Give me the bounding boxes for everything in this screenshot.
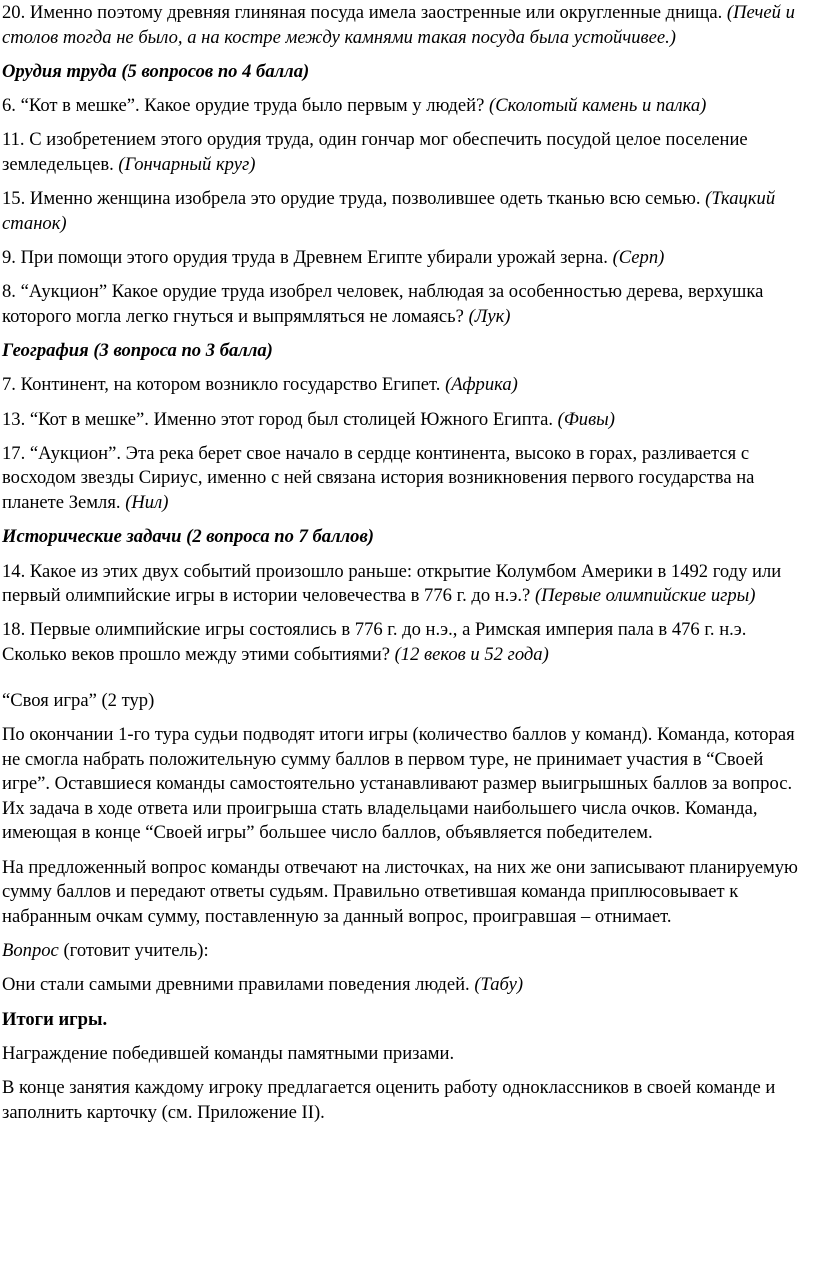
question-answer: (Ткацкий станок) [2,188,776,234]
question-9 [2,246,814,271]
question-text: 8. “Аукцион” Какое орудие труда изобрел человек, наблюдая за особенностью дерева, верхушка которого могла легко гнуться и выпрямляться не ломаясь? [2,281,764,327]
question-text: 18. Первые олимпийские игры состоялись в 776 г. до н.э., а Римская империя пала в 476 г. н.э. Сколько веков прошло между этими событиями? [2,619,747,665]
question-text: 20. Именно поэтому древняя глиняная посуда имела заостренные или округленные днища. [2,2,727,23]
question-13 [2,408,814,433]
results-heading: Итоги игры. [2,1008,108,1030]
question-answer: (Африка) [445,374,518,396]
question-label-line [2,939,814,964]
question-text: 14. Какое из этих двух событий произошло раньше: открытие Колумбом Америки в 1492 году или первый олимпийские игры в истории человечества в 776 г. до н.э.? [2,560,782,607]
section-heading-geography: География (3 вопроса по 3 балла) [2,340,273,362]
question-7 [2,373,814,398]
question-answer: (Серп) [612,246,665,268]
question-11 [2,128,814,177]
question-17 [2,442,814,516]
question-text: 13. “Кот в мешке”. Именно этот город был столицей Южного Египта. [2,408,558,430]
question-answer: (Сколотый камень и палка) [489,95,707,117]
question-14 [2,560,814,609]
question-answer: (Нил) [125,491,169,513]
question-15 [2,187,814,236]
question-label: Вопрос [2,940,59,962]
award-paragraph: Награждение победившей команды памятными призами. [2,1042,455,1064]
question-answer: (12 веков и 52 года) [394,643,549,665]
question-text: 17. “Аукцион”. Эта река берет свое начало в сердце континента, высоко в горах, разливается с восходом звезды Сириус, именно с ней связана история возникновения первого государства на планете Земля. [2,442,755,513]
section-heading-history: Исторические задачи (2 вопроса по 7 баллов) [2,526,374,548]
question-text: 7. Континент, на котором возникло государство Египет. [2,374,446,396]
question-label-rest: (готовит учитель): [58,940,209,962]
question-text: Они стали самыми древними правилами поведения людей. [2,974,475,996]
round2-procedure-paragraph: На предложенный вопрос команды отвечают на листочках, на них же они записывают планируемую сумму баллов и передают ответы судьям. Правильно ответившая команда приплюсовывает к набранным очкам сумму, поставленную за данный вопрос, проигравшая – отнимает. [2,856,798,927]
question-text: 6. “Кот в мешке”. Какое орудие труда было первым у людей? [2,95,489,117]
question-6 [2,94,814,119]
question-18 [2,618,814,667]
final-question [2,973,814,998]
question-answer: (Табу) [474,974,524,996]
round2-rules-paragraph: По окончании 1-го тура судьи подводят итоги игры (количество баллов у команд). Команда, которая не смогла набрать положительную сумму баллов в первом туре, не принимает участия в “Своей игре”. Оставшиеся команды самостоятельно устанавливают размер выигрышных баллов за вопрос. Их задача в ходе ответа или проигрыша стать владельцами наибольшего числа очков. Команда, имеющая в конце “Своей игры” большее число баллов, объявляется победителем. [2,724,795,844]
question-text: 15. Именно женщина изобрела это орудие труда, позволившее одеть тканью всю семью. [2,188,706,210]
question-8 [2,280,814,329]
closing-paragraph: В конце занятия каждому игроку предлагается оценить работу одноклассников в своей команде и заполнить карточку (см. Приложение II). [2,1077,776,1123]
question-answer: (Первые олимпийские игры) [534,585,756,607]
round2-title: “Своя игра” (2 тур) [2,690,155,712]
spacer [2,677,814,689]
question-answer: (Печей и столов тогда не было, а на костре между камнями такая посуда была устойчивее.) [2,2,795,48]
question-answer: (Фивы) [557,408,615,430]
question-answer: (Лук) [468,305,511,327]
question-text: 11. С изобретением этого орудия труда, один гончар мог обеспечить посудой целое поселение земледельцев. [2,129,748,175]
question-answer: (Гончарный круг) [118,153,256,175]
section-heading-tools: Орудия труда (5 вопросов по 4 балла) [2,60,310,82]
question-text: 9. При помощи этого орудия труда в Древнем Египте убирали урожай зерна. [2,246,613,268]
question-20 [2,1,814,50]
